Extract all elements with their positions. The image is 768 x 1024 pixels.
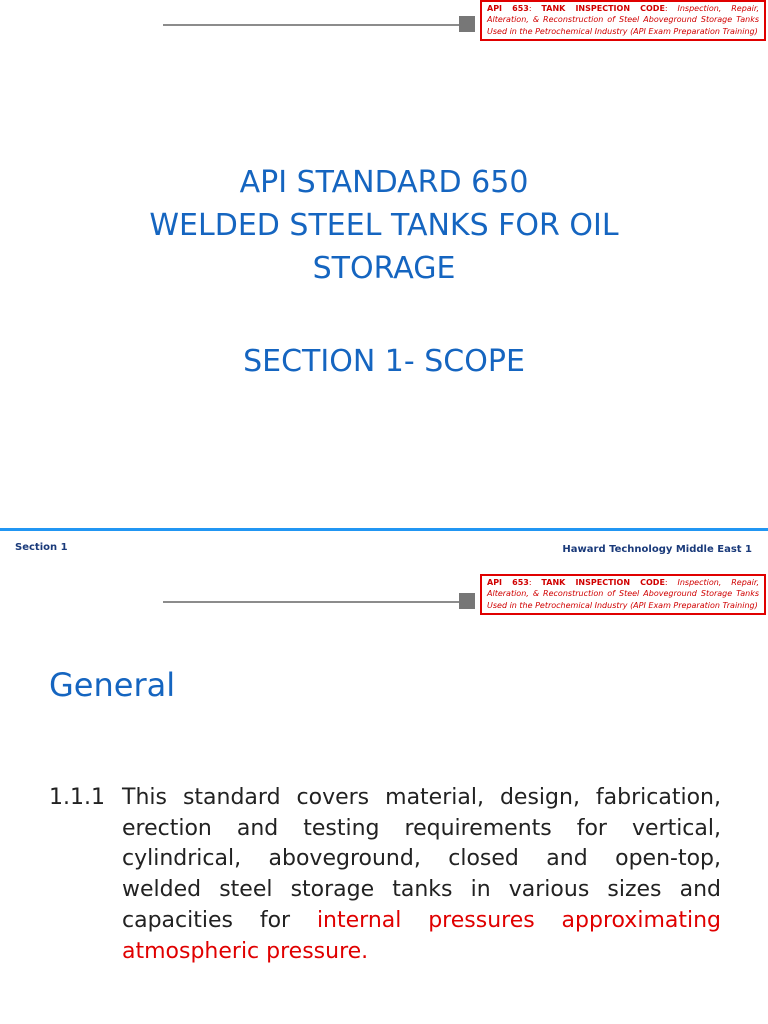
slide-main-title (0, 161, 768, 290)
code-label: API 653 (487, 578, 529, 587)
header-square (459, 593, 475, 609)
section-title: SECTION 1- SCOPE (243, 344, 525, 379)
footer-company: Haward Technology Middle East 1 (562, 544, 752, 555)
scope-paragraph (49, 783, 721, 967)
code-title: TANK INSPECTION CODE (541, 4, 665, 13)
course-description: Inspection, Repair, Alteration, & Reconstruction of Steel Aboveground Storage Tanks Used in the Petrochemical Industry (API Exam Preparation Training) (487, 4, 759, 36)
header-rule (163, 24, 459, 26)
course-description: Inspection, Repair, Alteration, & Reconstruction of Steel Aboveground Storage Tanks Used in the Petrochemical Industry (API Exam Preparation Training) (487, 578, 759, 610)
footer-rule (0, 528, 768, 531)
section-heading: General (49, 666, 176, 704)
slide-general (0, 528, 768, 1024)
paragraph-text: This standard covers material, design, fabrication, erection and testing requirements for vertical, cylindrical, aboveground, closed and open-top, welded steel storage tanks in various sizes and capacities for (122, 785, 721, 933)
header-square (459, 16, 475, 32)
paragraph-number: 1.1.1 (49, 785, 105, 810)
header-rule (163, 601, 459, 603)
course-info-box: API 653: TANK INSPECTION CODE: Inspection, Repair, Alteration, & Reconstruction of Steel Aboveground Storage Tanks Used in the Petrochemical Industry (API Exam Preparation Training) (480, 0, 766, 41)
course-info-box: API 653: TANK INSPECTION CODE: Inspection, Repair, Alteration, & Reconstruction of Steel Aboveground Storage Tanks Used in the Petrochemical Industry (API Exam Preparation Training) (480, 574, 766, 615)
paragraph-highlight: internal pressures approximating atmospheric pressure. (122, 907, 721, 964)
title-line-1: API STANDARD 650 (239, 165, 529, 200)
title-line-3: STORAGE (312, 251, 456, 286)
code-label: API 653 (487, 4, 529, 13)
footer-section: Section 1 (15, 542, 68, 553)
paragraph-body (122, 783, 721, 967)
code-title: TANK INSPECTION CODE (541, 578, 665, 587)
title-line-2: WELDED STEEL TANKS FOR OIL (149, 208, 619, 243)
